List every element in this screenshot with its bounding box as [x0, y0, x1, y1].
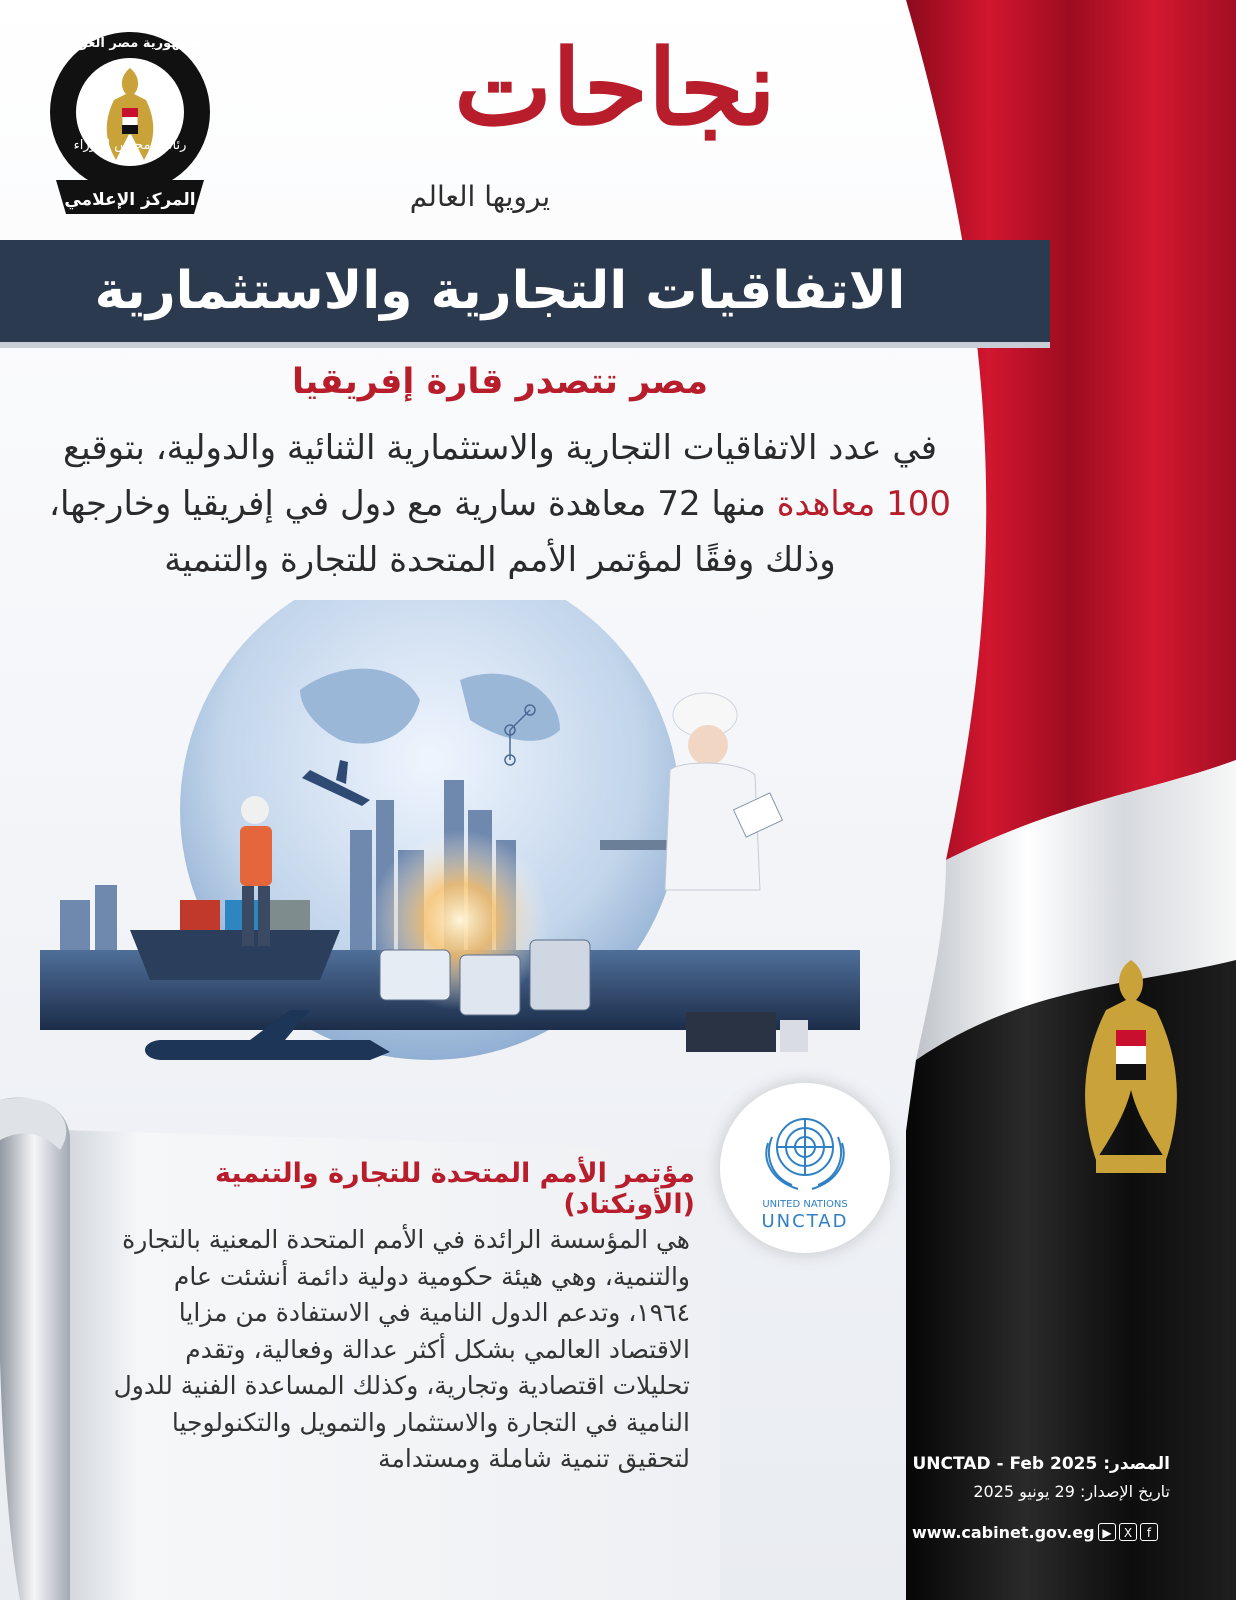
- title-bar-stripe: [0, 342, 1050, 348]
- container-truck-icon: [686, 1012, 776, 1052]
- body-paragraph: [20, 420, 980, 588]
- unctad-logo-line2: UNCTAD: [761, 1211, 849, 1232]
- social-icons: [1098, 1523, 1158, 1541]
- unctad-description: هي المؤسسة الرائدة في الأمم المتحدة المعنية بالتجارة والتنمية، وهي هيئة حكومية دولية دائمة أنشئت عام ١٩٦٤، وتدعم الدول النامية في الاستفادة من مزايا الاقتصاد العالمي بشكل أكثر عدالة وفعالية، وتقدم تحليلات اقتصادية وتجارية، وكذلك المساعدة الفنية للدول النامية في التجارة والاستثمار والتمويل والتكنولوجيا لتحقيق تنمية شاملة ومستدامة: [113, 1225, 690, 1473]
- unctad-logo-line1: UNITED NATIONS: [762, 1199, 848, 1210]
- body-line-3: وذلك وفقًا لمؤتمر الأمم المتحدة للتجارة والتنمية: [164, 540, 836, 580]
- release-date: تاريخ الإصدار: 29 يونيو 2025: [973, 1482, 1170, 1501]
- unctad-logo: [720, 1083, 890, 1253]
- website-link[interactable]: www.cabinet.gov.eg: [912, 1523, 1095, 1542]
- body-line-2-rest: منها 72 معاهدة سارية مع دول في إفريقيا وخارجها،: [49, 484, 777, 524]
- source-text: المصدر: UNCTAD - Feb 2025: [912, 1454, 1170, 1474]
- truck-icon: [460, 955, 520, 1015]
- title-bar: [0, 240, 1050, 342]
- media-center-logo: [44, 30, 216, 216]
- logo-text-bottom: المركز الإعلامي: [64, 190, 196, 210]
- x-icon[interactable]: X: [1119, 1523, 1137, 1541]
- truck-icon: [380, 950, 450, 1000]
- unctad-heading: مؤتمر الأمم المتحدة للتجارة والتنمية (الأونكتاد): [214, 1158, 695, 1220]
- body-line-2: [20, 476, 980, 532]
- treaty-count-highlight: 100 معاهدة: [776, 484, 951, 524]
- engineer-figure: [665, 693, 782, 890]
- body-line-1: في عدد الاتفاقيات التجارية والاستثمارية الثنائية والدولية، بتوقيع: [63, 428, 937, 468]
- logo-text-top: جمهورية مصر العربية: [62, 36, 198, 51]
- trade-logistics-illustration: [40, 600, 860, 1120]
- logo-text-middle: رئاسة مجلس الوزراء: [73, 138, 187, 153]
- lead-heading: مصر تتصدر قارة إفريقيا: [291, 362, 709, 402]
- airplane-icon: [145, 1040, 390, 1060]
- subheadline: يرويها العالم: [409, 180, 551, 213]
- headline: نجاحات: [454, 26, 776, 149]
- facebook-icon[interactable]: f: [1140, 1523, 1158, 1541]
- page-title: الاتفاقيات التجارية والاستثمارية: [94, 261, 906, 321]
- website-row: [900, 1520, 1170, 1546]
- source-block: [900, 1454, 1170, 1542]
- truck-icon: [530, 940, 590, 1010]
- youtube-icon[interactable]: ▶: [1098, 1523, 1116, 1541]
